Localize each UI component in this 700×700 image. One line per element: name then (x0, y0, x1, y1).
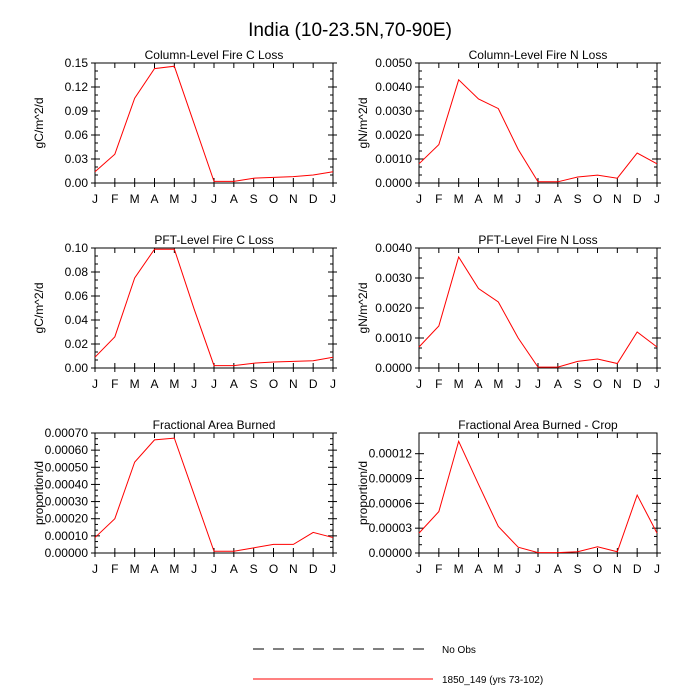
y-tick-label: 0.00003 (368, 521, 412, 536)
y-tick-label: 0.0050 (375, 56, 412, 70)
y-tick-label: 0.0020 (375, 128, 412, 142)
x-tick-label: J (515, 192, 522, 206)
series-line (419, 441, 657, 552)
y-tick-label: 0.12 (64, 80, 88, 94)
x-tick-label: J (191, 192, 198, 206)
x-tick-label: N (612, 562, 622, 576)
y-tick-label: 0.00000 (44, 546, 88, 560)
series-line (95, 438, 333, 551)
x-tick-label: M (169, 562, 180, 576)
x-tick-label: A (553, 562, 562, 576)
x-tick-label: F (111, 377, 119, 391)
x-tick-label: J (654, 377, 660, 391)
panel-title: Fractional Area Burned (152, 418, 276, 432)
x-tick-label: J (416, 377, 422, 391)
y-tick-label: 0.00030 (44, 494, 88, 509)
x-tick-label: O (592, 192, 603, 206)
x-tick-label: F (435, 192, 443, 206)
y-tick-label: 0.00020 (44, 511, 88, 526)
x-tick-label: O (592, 562, 603, 576)
x-tick-label: O (268, 562, 279, 576)
panel-6 (356, 418, 661, 576)
plot-frame (95, 433, 333, 553)
y-tick-label: 0.00050 (44, 460, 88, 475)
x-tick-label: J (92, 192, 98, 206)
x-tick-label: A (553, 377, 562, 391)
x-tick-label: J (654, 192, 660, 206)
series-line (95, 66, 333, 181)
x-tick-label: M (453, 562, 464, 576)
x-tick-label: J (654, 562, 660, 576)
x-tick-label: O (268, 192, 279, 206)
x-tick-label: S (249, 192, 258, 206)
x-tick-label: D (632, 377, 642, 391)
x-tick-label: J (535, 562, 541, 576)
y-tick-label: 0.0010 (375, 331, 412, 345)
series-line (419, 257, 657, 367)
x-tick-label: J (515, 562, 522, 576)
panel-4 (356, 233, 661, 391)
x-tick-label: J (92, 562, 98, 576)
series-line (419, 80, 657, 182)
y-tick-label: 0.04 (64, 313, 88, 327)
y-tick-label: 0.0030 (375, 104, 412, 118)
y-tick-label: 0.00070 (44, 426, 88, 440)
x-tick-label: A (150, 562, 159, 576)
x-tick-label: J (191, 562, 198, 576)
x-tick-label: M (453, 192, 464, 206)
x-tick-label: J (535, 377, 541, 391)
y-tick-label: 0.00040 (44, 477, 88, 492)
y-tick-label: 0.10 (64, 241, 88, 255)
x-tick-label: J (92, 377, 98, 391)
x-tick-label: A (553, 192, 562, 206)
plot-frame (95, 248, 333, 368)
x-tick-label: D (308, 562, 318, 576)
y-axis-label: gC/m^2/d (32, 97, 46, 149)
x-tick-label: A (150, 377, 159, 391)
x-tick-label: M (169, 192, 180, 206)
x-tick-label: M (493, 562, 504, 576)
y-axis-label: gN/m^2/d (356, 282, 370, 334)
x-tick-label: A (229, 192, 238, 206)
legend (253, 645, 543, 686)
panel-title: PFT-Level Fire N Loss (478, 233, 598, 247)
x-tick-label: M (493, 377, 504, 391)
plot-frame (95, 63, 333, 183)
y-tick-label: 0.00060 (44, 443, 88, 458)
x-tick-label: N (612, 377, 622, 391)
y-tick-label: 0.00 (64, 361, 88, 375)
plot-frame (419, 63, 657, 183)
x-tick-label: F (111, 562, 119, 576)
x-tick-label: N (288, 562, 298, 576)
x-tick-label: A (474, 377, 483, 391)
y-tick-label: 0.0040 (375, 80, 412, 94)
y-axis-label: gN/m^2/d (356, 97, 370, 149)
x-tick-label: M (129, 562, 140, 576)
y-tick-label: 0.15 (64, 56, 88, 70)
x-tick-label: J (330, 562, 336, 576)
y-tick-label: 0.00 (64, 176, 88, 190)
x-tick-label: N (612, 192, 622, 206)
panel-title: Column-Level Fire N Loss (468, 48, 608, 62)
y-tick-label: 0.00009 (368, 471, 412, 486)
x-tick-label: M (129, 192, 140, 206)
x-tick-label: S (249, 562, 258, 576)
y-tick-label: 0.06 (64, 128, 88, 142)
x-tick-label: A (474, 192, 483, 206)
plot-frame (419, 433, 657, 553)
x-tick-label: J (416, 562, 422, 576)
panel-5 (32, 418, 337, 576)
x-tick-label: J (191, 377, 198, 391)
y-tick-label: 0.0020 (375, 301, 412, 315)
x-tick-label: N (288, 377, 298, 391)
legend-label-2: 1850_149 (yrs 73-102) (442, 675, 544, 686)
panel-title: PFT-Level Fire C Loss (154, 233, 274, 247)
y-tick-label: 0.0010 (375, 152, 412, 166)
y-axis-label: proportion/d (356, 460, 370, 526)
y-tick-label: 0.00012 (368, 446, 412, 461)
panel-3 (32, 233, 337, 391)
y-tick-label: 0.00010 (44, 528, 88, 543)
x-tick-label: F (435, 377, 443, 391)
y-tick-label: 0.02 (64, 337, 88, 351)
x-tick-label: O (592, 377, 603, 391)
x-tick-label: M (493, 192, 504, 206)
x-tick-label: S (249, 377, 258, 391)
x-tick-label: M (129, 377, 140, 391)
panel-1 (32, 48, 337, 206)
x-tick-label: D (308, 377, 318, 391)
legend-label-1: No Obs (442, 645, 476, 656)
x-tick-label: F (435, 562, 443, 576)
x-tick-label: D (632, 192, 642, 206)
y-tick-label: 0.09 (64, 104, 88, 118)
y-tick-label: 0.08 (64, 265, 88, 279)
x-tick-label: J (535, 192, 541, 206)
y-tick-label: 0.0000 (375, 176, 412, 190)
x-tick-label: N (288, 192, 298, 206)
x-tick-label: A (150, 192, 159, 206)
y-tick-label: 0.0040 (375, 241, 412, 255)
x-tick-label: J (515, 377, 522, 391)
figure-title: India (10-23.5N,70-90E) (248, 20, 452, 41)
x-tick-label: J (211, 562, 217, 576)
x-tick-label: J (330, 192, 336, 206)
x-tick-label: A (229, 377, 238, 391)
x-tick-label: J (416, 192, 422, 206)
x-tick-label: J (330, 377, 336, 391)
y-tick-label: 0.06 (64, 289, 88, 303)
y-tick-label: 0.00006 (368, 496, 412, 511)
series-line (95, 249, 333, 365)
x-tick-label: S (573, 192, 582, 206)
x-tick-label: M (169, 377, 180, 391)
y-tick-label: 0.0000 (375, 361, 412, 375)
y-tick-label: 0.0030 (375, 271, 412, 285)
panels-group (32, 48, 661, 576)
x-tick-label: D (632, 562, 642, 576)
plot-frame (419, 248, 657, 368)
x-tick-label: J (211, 377, 217, 391)
x-tick-label: J (211, 192, 217, 206)
panel-2 (356, 48, 661, 206)
y-tick-label: 0.03 (64, 152, 88, 166)
panel-title: Fractional Area Burned - Crop (458, 418, 618, 432)
x-tick-label: O (268, 377, 279, 391)
y-tick-label: 0.00000 (368, 546, 412, 560)
y-axis-label: gC/m^2/d (32, 282, 46, 334)
y-axis-label: proportion/d (32, 460, 46, 526)
x-tick-label: A (474, 562, 483, 576)
x-tick-label: M (453, 377, 464, 391)
x-tick-label: A (229, 562, 238, 576)
x-tick-label: D (308, 192, 318, 206)
x-tick-label: S (573, 377, 582, 391)
x-tick-label: F (111, 192, 119, 206)
panel-title: Column-Level Fire C Loss (144, 48, 284, 62)
x-tick-label: S (573, 562, 582, 576)
